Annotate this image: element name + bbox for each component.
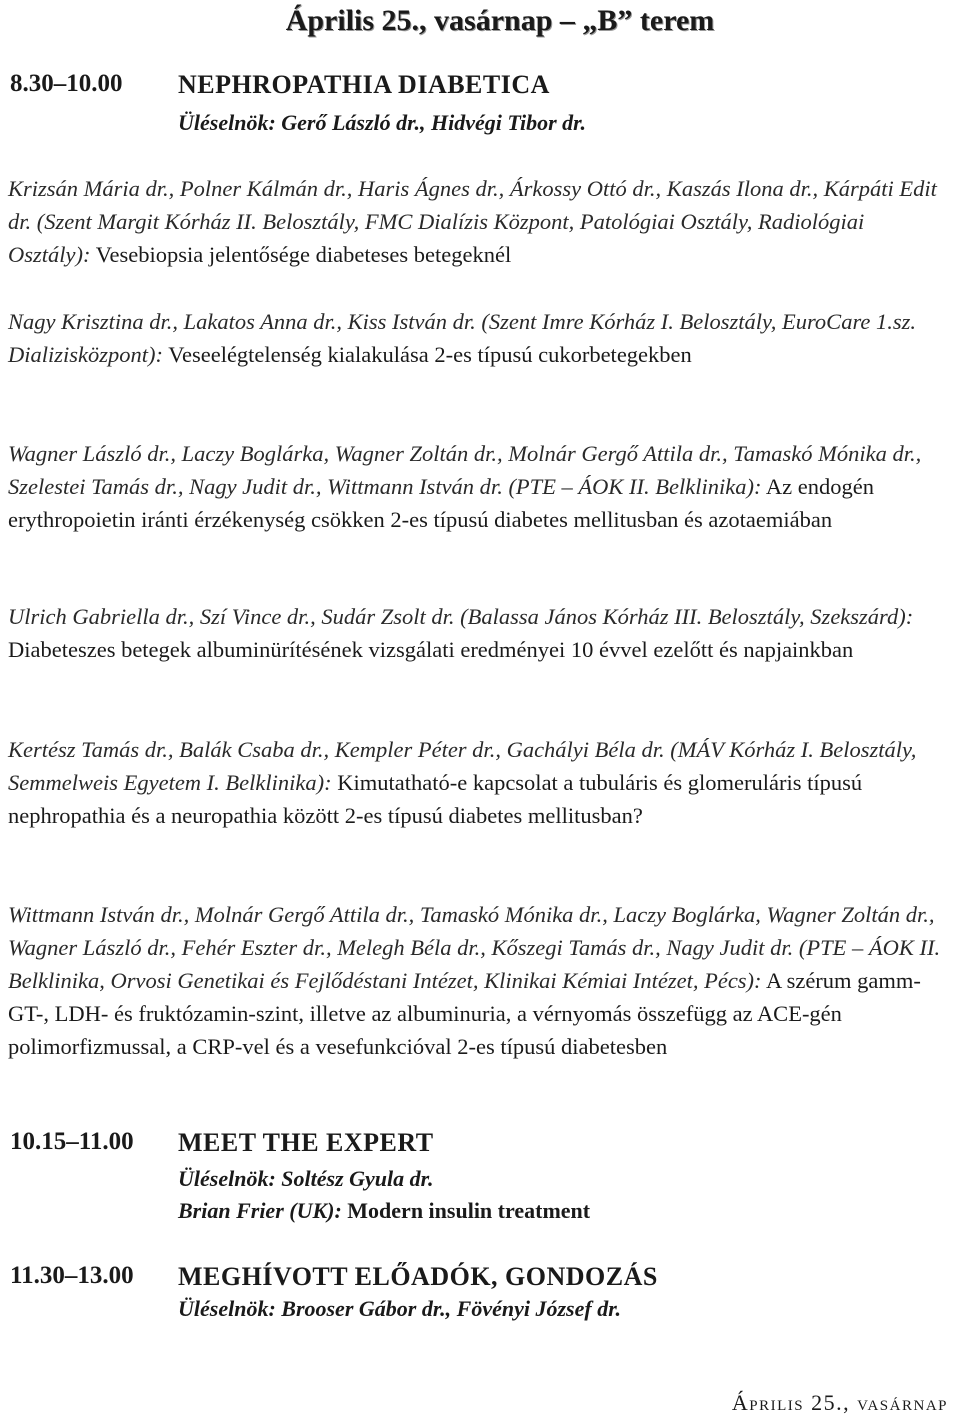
talk-title: A szérum gamm-GT-, LDH- és fruktózamin-szint, illetve az albuminuria, a vérnyomás összefügg az ACE-gén polimorfizmussal, a CRP-vel és a vesefunkcióval 2-es típusú diabetesben — [8, 968, 921, 1059]
session-chairs: Üléselnök: Gerő László dr., Hidvégi Tibor dr. — [178, 110, 587, 135]
talk-authors: Kertész Tamás dr., Balák Csaba dr., Kempler Péter dr., Gachályi Béla dr. (MÁV Kórház I. Belosztály, Semmelweis Egyetem I. Belklinika): — [8, 737, 917, 795]
session-time: 10.15–11.00 — [10, 1128, 134, 1155]
session-chairs: Üléselnök: Brooser Gábor dr., Fövényi József dr. — [178, 1296, 622, 1321]
expert-talk-title: Modern insulin treatment — [347, 1198, 591, 1223]
expert-speaker: Brian Frier (UK): — [178, 1198, 342, 1223]
page-heading: Április 25., vasárnap – „B” terem — [285, 4, 715, 37]
talk-item — [8, 305, 952, 371]
talk-title: Kimutatható-e kapcsolat a tubuláris és glomeruláris típusú nephropathia és a neuropathia között 2-es típusú diabetes mellitusban? — [8, 770, 863, 828]
session-title: MEET THE EXPERT — [178, 1128, 434, 1157]
talk-authors: Krizsán Mária dr., Polner Kálmán dr., Haris Ágnes dr., Árkossy Ottó dr., Kaszás Ilona dr., Kárpáti Edit dr. (Szent Margit Kórház II. Belosztály, FMC Dialízis Központ, Patológiai Osztály, Radiológiai Osztály): — [8, 176, 937, 267]
talk-authors: Wittmann István dr., Molnár Gergő Attila dr., Tamaskó Mónika dr., Laczy Boglárka, Wagner Zoltán dr., Wagner László dr., Fehér Eszter dr., Melegh Béla dr., Kőszegi Tamás dr., Nagy Judit dr. (PTE – ÁOK II. Belklinika, Orvosi Genetikai és Fejlődéstani Intézet, Klinikai Kémiai Intézet, Pécs): — [8, 902, 941, 993]
talk-title: Diabeteszes betegek albuminürítésének vizsgálati eredményei 10 évvel ezelőtt és napjainkban — [8, 637, 854, 662]
talk-authors: Ulrich Gabriella dr., Szí Vince dr., Sudár Zsolt dr. (Balassa János Kórház III. Belosztály, Szekszárd): — [8, 604, 914, 629]
talk-item — [8, 600, 952, 666]
talk-item — [8, 733, 952, 832]
talk-title: Az endogén erythropoietin iránti érzékenység csökken 2-es típusú diabetes mellitusban és azotaemiában — [8, 474, 874, 532]
talk-authors: Wagner László dr., Laczy Boglárka, Wagner Zoltán dr., Molnár Gergő Attila dr., Tamaskó Mónika dr., Szelestei Tamás dr., Nagy Judit dr., Wittmann István dr. (PTE – ÁOK II. Belklinika): — [8, 441, 922, 499]
talk-title: Veseelégtelenség kialakulása 2-es típusú cukorbetegekben — [168, 342, 692, 367]
talk-item — [8, 172, 952, 271]
talk-title: Vesebiopsia jelentősége diabeteses betegeknél — [95, 242, 512, 267]
session-time: 8.30–10.00 — [10, 70, 123, 97]
talk-authors: Nagy Krisztina dr., Lakatos Anna dr., Kiss István dr. (Szent Imre Kórház I. Belosztály, EuroCare 1.sz. Dializisközpont): — [8, 309, 916, 367]
session-title: MEGHÍVOTT ELŐADÓK, GONDOZÁS — [178, 1262, 658, 1291]
page-footer: Április 25., vasárnap — [731, 1390, 948, 1415]
expert-talk — [178, 1198, 590, 1224]
talk-item — [8, 437, 952, 536]
session-title: NEPHROPATHIA DIABETICA — [178, 70, 550, 99]
session-time: 11.30–13.00 — [10, 1262, 134, 1289]
session-chairs: Üléselnök: Soltész Gyula dr. — [178, 1166, 434, 1191]
talk-item — [8, 898, 952, 1063]
